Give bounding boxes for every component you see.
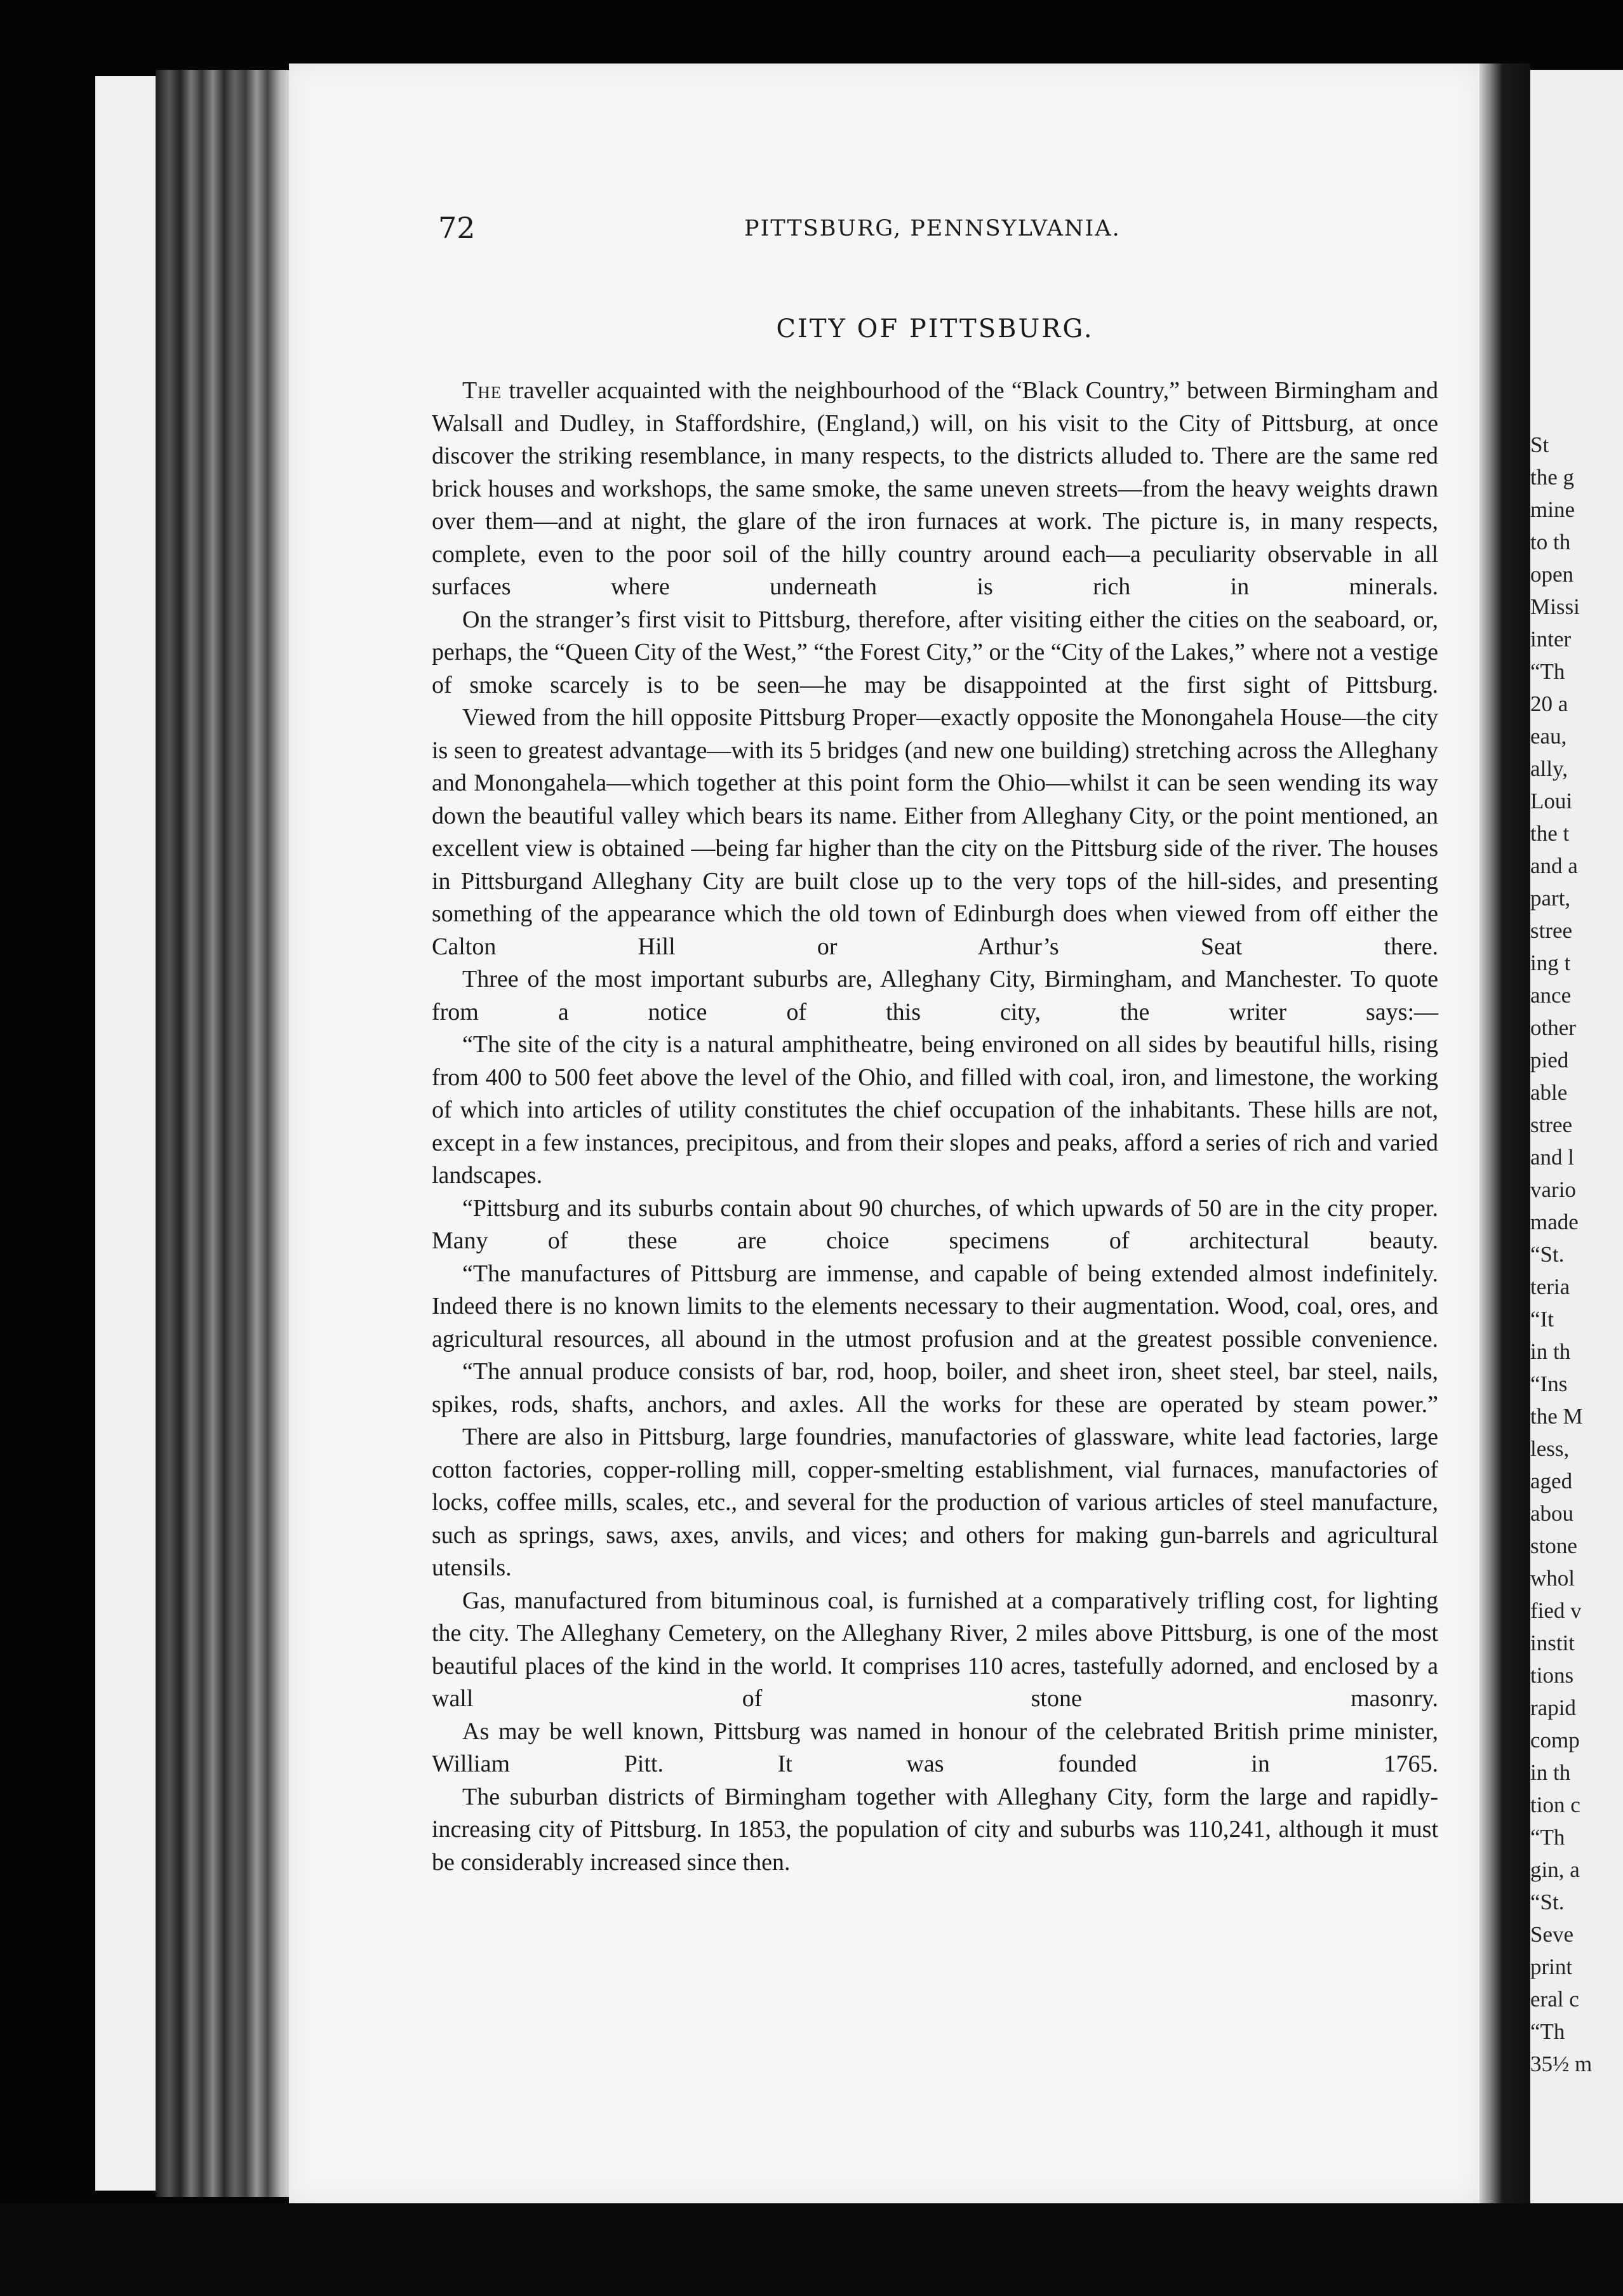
running-head: PITTSBURG, PENNSYLVANIA. [744, 216, 1121, 241]
facing-page-line: eral c [1530, 1987, 1579, 2012]
facing-page-line: the t [1530, 821, 1570, 846]
paragraph: “Pittsburg and its suburbs contain about 90 churches, of which upwards of 50 are in the city proper. Many of these are choice specimens of architectural beauty. [432, 1194, 1438, 1254]
book-page-stack [156, 70, 292, 2197]
facing-page-line: eau, [1530, 724, 1567, 749]
facing-page-line: Seve [1530, 1922, 1574, 1947]
facing-page-line: 20 a [1530, 691, 1568, 716]
facing-page-line: “Th [1530, 2019, 1565, 2044]
facing-page-line: tions [1530, 1663, 1574, 1688]
paragraph: Viewed from the hill opposite Pittsburg Proper—exactly opposite the Monongahela House—the city is seen to greatest advantage—with its 5 bridges (and new one building) stretching across the Alleghany and Monongahela—which together at this point form the Ohio—whilst it can be seen wending its way down the beautiful valley which bears its name. Either from Alleghany City, or the point mentioned, an excellent view is obtained —being far higher than the city on the Pittsburg side of the river. The houses in Pittsburgand Alleghany City are built close up to the very tops of the hill-sides, and presenting something of the appearance which the old town of Edinburgh does when viewed from off either the Calton Hill or Arthur’s Seat there. [432, 704, 1438, 960]
facing-page-line: abou [1530, 1501, 1574, 1526]
facing-page-line: gin, a [1530, 1857, 1580, 1882]
paragraph: The traveller acquainted with the neighbourhood of the “Black Country,” between Birmingham and Walsall and Dudley, in Staffordshire, (England,) will, on his visit to the City of Pittsburg, at once discover the striking resemblance, in many respects, to the districts alluded to. There are the same red brick houses and workshops, the same smoke, the same uneven streets—from the heavy weights drawn over them—and at night, the glare of the iron furnaces at work. The picture is, in many respects, complete, even to the poor soil of the hilly country around each—a peculiarity observable in all surfaces where underneath is rich in minerals. [432, 377, 1438, 600]
facing-page-line: stree [1530, 918, 1573, 943]
facing-page-line: 35½ m [1530, 2052, 1593, 2076]
facing-page-line: ance [1530, 983, 1572, 1008]
facing-page-line: “It [1530, 1307, 1554, 1332]
facing-page [1530, 70, 1623, 2216]
section-title: CITY OF PITTSBURG. [776, 314, 1094, 344]
facing-page-line: the M [1530, 1404, 1583, 1429]
paragraph: On the stranger’s first visit to Pittsburg, therefore, after visiting either the cities on the seaboard, or, perhaps, the “Queen City of the West,” “the Forest City,” or the “City of the Lakes,” where not a vestige of smoke scarcely is to be seen—he may be disappointed at the first sight of Pittsburg. [432, 606, 1438, 698]
facing-page-line: print [1530, 1954, 1573, 1979]
left-page-edge [95, 76, 165, 2191]
facing-page-line: ing t [1530, 951, 1571, 975]
facing-page-line: whol [1530, 1566, 1575, 1591]
facing-page-line: comp [1530, 1728, 1580, 1752]
facing-page-line: pied [1530, 1048, 1569, 1072]
page-number: 72 [438, 211, 476, 245]
facing-page-line: fied v [1530, 1598, 1582, 1623]
paragraph: “The annual produce consists of bar, rod, hoop, boiler, and sheet iron, sheet steel, bar steel, nails, spikes, rods, shafts, anchors, and axles. All the works for these are operated by steam power.” [432, 1358, 1438, 1418]
facing-page-line: other [1530, 1015, 1576, 1040]
facing-page-line: able [1530, 1080, 1568, 1105]
facing-page-line: “Th [1530, 659, 1565, 684]
facing-page-line: to th [1530, 530, 1571, 554]
facing-page-line: part, [1530, 886, 1571, 911]
facing-page-line: ally, [1530, 756, 1568, 781]
facing-page-line: teria [1530, 1274, 1570, 1299]
facing-page-line: and l [1530, 1145, 1575, 1170]
paragraph: The suburban districts of Birmingham together with Alleghany City, form the large and rapidly-increasing city of Pittsburg. In 1853, the population of city and suburbs was 110,241, although it must be considerably increased since then. [432, 1783, 1438, 1876]
facing-page-line: instit [1530, 1631, 1575, 1655]
facing-page-line: Missi [1530, 594, 1580, 619]
facing-page-text [1530, 429, 1592, 2080]
facing-page-line: “St. [1530, 1890, 1565, 1914]
facing-page-line: made [1530, 1210, 1579, 1234]
facing-page-line: St [1530, 432, 1549, 457]
paragraph: “The manufactures of Pittsburg are immense, and capable of being extended almost indefinitely. Indeed there is no known limits to the elements necessary to their augmentation. Wood, coal, ores, and agricultural resources, all abound in the utmost profusion and at the greatest possible convenience. [432, 1260, 1438, 1352]
page-header [438, 211, 1143, 249]
facing-page-line: vario [1530, 1177, 1576, 1202]
facing-page-line: mine [1530, 497, 1575, 522]
facing-page-line: in th [1530, 1760, 1571, 1785]
facing-page-line: open [1530, 562, 1574, 587]
book-gutter [1479, 63, 1530, 2210]
paragraph: There are also in Pittsburg, large foundries, manufactories of glassware, white lead factories, large cotton factories, copper-rolling mill, copper-smelting establishment, vial furnaces, manufactories of locks, coffee mills, scales, etc., and several for the production of various articles of steel manufacture, such as springs, saws, axes, anvils, and vices; and others for making gun-barrels and agricultural utensils. [432, 1424, 1438, 1581]
scan-bottom-band [0, 2203, 1623, 2296]
drop-lead: The [462, 377, 502, 404]
facing-page-line: Loui [1530, 789, 1573, 813]
paragraph: Gas, manufactured from bituminous coal, is furnished at a comparatively trifling cost, for lighting the city. The Alleghany Cemetery, on the Alleghany River, 2 miles above Pittsburg, is one of the most beautiful places of the kind in the world. It comprises 110 acres, tastefully adorned, and enclosed by a wall of stone masonry. [432, 1587, 1438, 1712]
facing-page-line: the g [1530, 465, 1575, 490]
article-body [432, 375, 1438, 1879]
paragraph: As may be well known, Pittsburg was named in honour of the celebrated British prime minister, William Pitt. It was founded in 1765. [432, 1718, 1438, 1777]
facing-page-line: inter [1530, 627, 1572, 651]
facing-page-line: “Ins [1530, 1372, 1568, 1396]
facing-page-line: tion c [1530, 1792, 1580, 1817]
facing-page-line: “St. [1530, 1242, 1565, 1267]
facing-page-line: in th [1530, 1339, 1571, 1364]
facing-page-line: and a [1530, 853, 1578, 878]
facing-page-line: stone [1530, 1533, 1577, 1558]
facing-page-line: aged [1530, 1469, 1573, 1493]
paragraph: “The site of the city is a natural amphitheatre, being environed on all sides by beautiful hills, rising from 400 to 500 feet above the level of the Ohio, and filled with coal, iron, and limestone, the working of which into articles of utility constitutes the chief occupation of the inhabitants. These hills are not, except in a few instances, precipitous, and from their slopes and peaks, afford a series of rich and varied landscapes. [432, 1031, 1438, 1189]
facing-page-line: less, [1530, 1436, 1570, 1461]
facing-page-line: “Th [1530, 1825, 1565, 1850]
facing-page-line: stree [1530, 1112, 1573, 1137]
facing-page-line: rapid [1530, 1695, 1576, 1720]
paragraph: Three of the most important suburbs are, Alleghany City, Birmingham, and Manchester. To quote from a notice of this city, the writer says:— [432, 966, 1438, 1025]
